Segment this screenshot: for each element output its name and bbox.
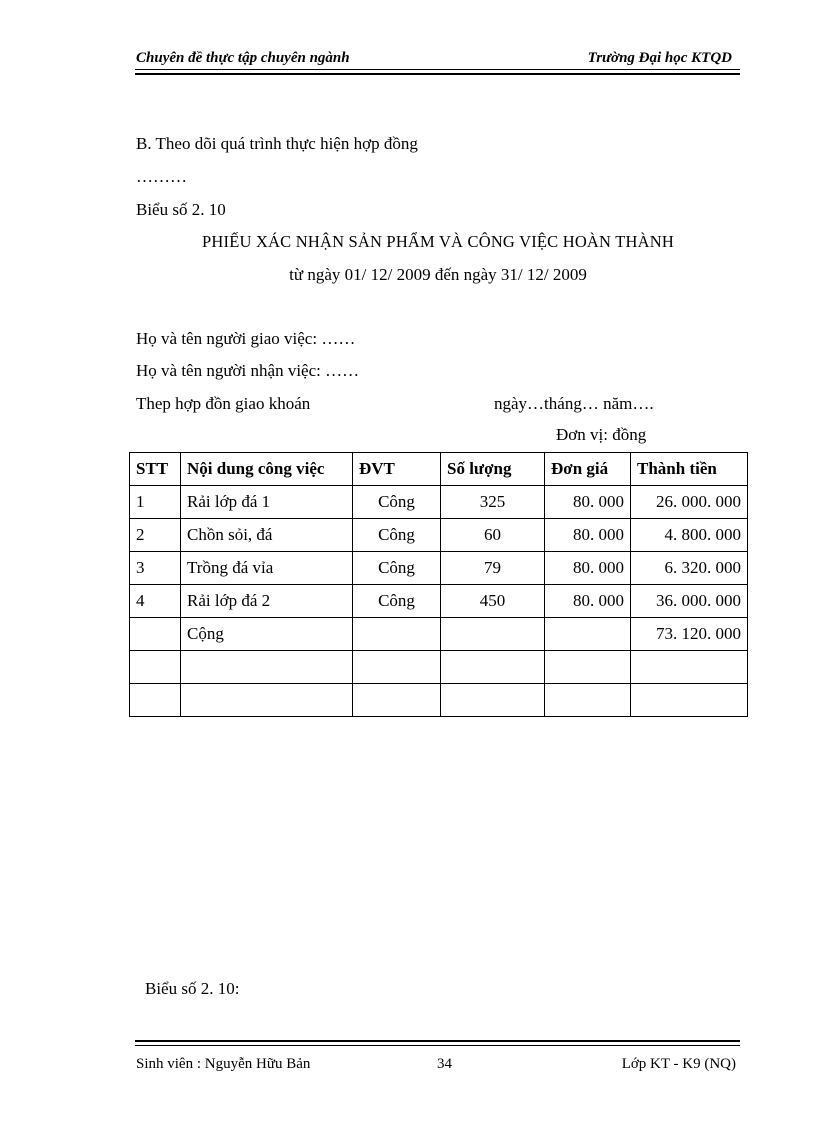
cell-amount: 73. 120. 000 xyxy=(631,618,748,651)
footer-page-number: 34 xyxy=(437,1056,452,1072)
cell-stt: 1 xyxy=(130,486,181,519)
header-left: Chuyên đề thực tập chuyên ngành xyxy=(136,50,350,66)
cell-unit: Công xyxy=(353,552,441,585)
table-row xyxy=(130,519,748,552)
cell-empty xyxy=(545,651,631,684)
cell-stt xyxy=(130,618,181,651)
header-rule-bottom xyxy=(135,73,740,75)
cell-unit: Công xyxy=(353,486,441,519)
footer-class: Lớp KT - K9 (NQ) xyxy=(621,1056,736,1072)
footer-rule-top xyxy=(135,1040,740,1042)
cell-quantity: 325 xyxy=(441,486,545,519)
cell-empty xyxy=(631,651,748,684)
cell-unit-price: 80. 000 xyxy=(545,552,631,585)
cell-unit-price xyxy=(545,618,631,651)
cell-content: Rải lớp đá 2 xyxy=(181,585,353,618)
section-heading: B. Theo dõi quá trình thực hiện hợp đồng xyxy=(136,134,418,153)
cell-stt: 2 xyxy=(130,519,181,552)
cell-empty xyxy=(441,684,545,717)
cell-content: Cộng xyxy=(181,618,353,651)
receiver-line: Họ và tên người nhận việc: …… xyxy=(136,361,360,380)
header-quantity: Số lượng xyxy=(441,453,545,486)
cell-content: Chồn sỏi, đá xyxy=(181,519,353,552)
unit-line: Đơn vị: đồng xyxy=(556,425,647,444)
cell-unit: Công xyxy=(353,519,441,552)
header-content: Nội dung công việc xyxy=(181,453,353,486)
cell-empty xyxy=(181,684,353,717)
header-right: Trường Đại học KTQD xyxy=(587,50,732,66)
cell-empty xyxy=(545,684,631,717)
date-line: ngày…tháng… năm…. xyxy=(494,394,654,413)
footer-rule-bottom xyxy=(135,1045,740,1046)
footnote: Biểu số 2. 10: xyxy=(145,979,240,998)
cell-amount: 26. 000. 000 xyxy=(631,486,748,519)
table-header-row xyxy=(130,453,748,486)
ellipsis-line: ……… xyxy=(136,167,187,186)
cell-quantity xyxy=(441,618,545,651)
cell-stt: 3 xyxy=(130,552,181,585)
date-range: từ ngày 01/ 12/ 2009 đến ngày 31/ 12/ 2009 xyxy=(289,265,587,284)
cell-unit: Công xyxy=(353,585,441,618)
cell-content: Rải lớp đá 1 xyxy=(181,486,353,519)
cell-unit-price: 80. 000 xyxy=(545,585,631,618)
document-title: PHIẾU XÁC NHẬN SẢN PHẨM VÀ CÔNG VIỆC HOÀN THÀNH xyxy=(202,232,674,251)
work-confirmation-table xyxy=(129,452,748,717)
header-unit-price: Đơn giá xyxy=(545,453,631,486)
cell-unit xyxy=(353,618,441,651)
contract-line: Thep hợp đồn giao khoán xyxy=(136,394,311,413)
table-row xyxy=(130,585,748,618)
table-row xyxy=(130,552,748,585)
cell-amount: 36. 000. 000 xyxy=(631,585,748,618)
header-amount: Thành tiền xyxy=(631,453,748,486)
cell-amount: 4. 800. 000 xyxy=(631,519,748,552)
cell-content: Trồng đá vỉa xyxy=(181,552,353,585)
giver-line: Họ và tên người giao việc: …… xyxy=(136,329,356,348)
cell-stt: 4 xyxy=(130,585,181,618)
table-row-empty xyxy=(130,684,748,717)
cell-empty xyxy=(631,684,748,717)
form-label: Biểu số 2. 10 xyxy=(136,200,226,219)
cell-amount: 6. 320. 000 xyxy=(631,552,748,585)
header-stt: STT xyxy=(130,453,181,486)
table-total-row xyxy=(130,618,748,651)
table-row xyxy=(130,486,748,519)
cell-empty xyxy=(130,651,181,684)
cell-empty xyxy=(130,684,181,717)
cell-empty xyxy=(181,651,353,684)
cell-unit-price: 80. 000 xyxy=(545,519,631,552)
table-row-empty xyxy=(130,651,748,684)
cell-empty xyxy=(441,651,545,684)
header-rule-top xyxy=(135,69,740,70)
cell-empty xyxy=(353,651,441,684)
header-unit: ĐVT xyxy=(353,453,441,486)
cell-empty xyxy=(353,684,441,717)
footer-student: Sinh viên : Nguyễn Hữu Bản xyxy=(136,1056,311,1072)
cell-unit-price: 80. 000 xyxy=(545,486,631,519)
cell-quantity: 79 xyxy=(441,552,545,585)
cell-quantity: 60 xyxy=(441,519,545,552)
cell-quantity: 450 xyxy=(441,585,545,618)
